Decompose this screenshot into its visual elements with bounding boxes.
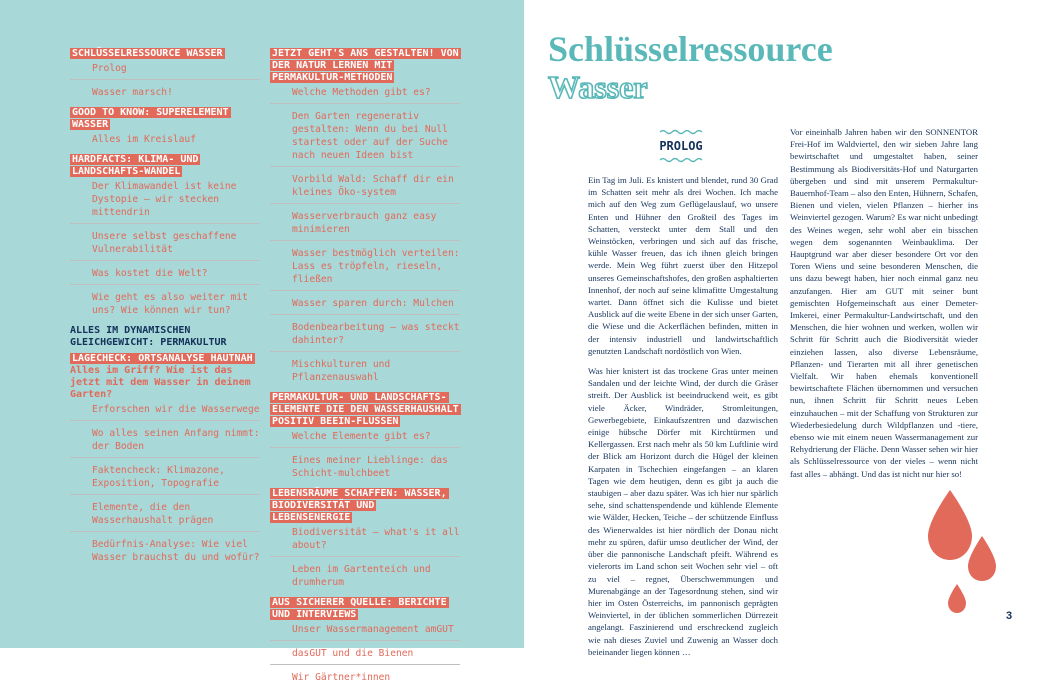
prolog-heading	[646, 128, 716, 164]
toc-entry[interactable]: Mischkulturen und Pflanzenauswahl	[292, 359, 391, 383]
toc-entry[interactable]: Wasser marsch!	[92, 87, 173, 98]
toc-section	[270, 597, 460, 688]
toc-entry[interactable]: Alles im Kreislauf	[92, 134, 196, 145]
toc-column-left	[70, 44, 260, 572]
toc-section-title-text: PERMAKULTUR- UND LANDSCHAFTS-ELEMENTE DIE DEN WASSERHAUSHALT POSITIV BEEIN-FLUSSEN	[272, 392, 459, 427]
wave-ornament-top-icon	[646, 128, 716, 136]
toc-section-title-text: LAGECHECK: ORTSANALYSE HAUTNAH	[72, 353, 253, 364]
toc-entry[interactable]: Wie geht es also weiter mit uns? Wie können wir tun?	[92, 292, 248, 316]
toc-entry[interactable]: Biodiversität – what's it all about?	[270, 524, 460, 557]
toc-section	[70, 154, 260, 321]
toc-entry[interactable]: Welche Elemente gibt es?	[270, 428, 460, 448]
section-label: PROLOG	[659, 139, 703, 153]
body-paragraph: Vor eineinhalb Jahren haben wir den SONNENTOR Frei-Hof im Waldviertel, den wir sieben Jahre lang bewirtschaftet und umgestaltet haben, seiner Bestimmung als Biodiversitäts-Hof und Naturgarten übergeben und sind mit unserem Permakultur-Bauernhof-Team – also den Enten, Hühnern, Schafen, Bienen und vielen, vielen Pflanzen – hierher ins Weinviertel gezogen. Warum? Es war nicht unbedingt des Weines wegen, sehr wohl aber ein bisschen wegen dem sogenannten Weinbauklima. Der Hauptgrund war aber dieser besondere Ort vor den Toren Wiens und seine besonderen Menschen, die uns dazu bewegt haben, hier noch einmal ganz neu anzufangen. Hier am GUT mit seiner bunt gemischten Hofgemeinschaft aus einer Demeter-Imkerei, einer Permakultur-Landwirtschaft, und den Menschen, die hier wohnen und werken, wollen wir Schritt für Schritt auch die Biodiversität wieder einziehen lassen, also diverse Lebensräume, Pflanzen- und Tierarten mit all ihrer genetischen Vielfalt. Wir haben ehemals konventionell bewirtschaftete Flächen übernommen und versuchen nun, ihnen Schritt für Schritt neues Leben einzuhauchen – mit der Schaffung von Strukturen zur Wiederbesiedelung durch Wildpflanzen und -tiere, ebenso wie mit einem neuen Wassermanagement zur Rehydrierung der Fläche. Denn Wasser sehen wir hier als Schlüsselressource von der vieles – wenn nicht fast alles – abhängt. Und das ist nicht nur hier so!	[790, 127, 978, 479]
toc-section	[70, 353, 260, 568]
toc-entry[interactable]: Unsere selbst geschaffene Vulnerabilität	[70, 228, 260, 261]
toc-section-title-text: JETZT GEHT'S ANS GESTALTEN! VON DER NATUR LERNEN MIT PERMAKULTUR-METHODEN	[272, 48, 459, 83]
toc-section	[270, 488, 460, 593]
body-column-right	[790, 126, 978, 480]
toc-entry[interactable]: Wo alles seinen Anfang nimmt: der Boden	[70, 425, 260, 458]
chapter-title-line1: Schlüsselressource	[548, 29, 833, 69]
toc-section	[270, 392, 460, 484]
toc-section-title	[270, 392, 460, 428]
toc-section-title	[270, 597, 460, 621]
toc-entry[interactable]: Leben im Gartenteich und drumherum	[292, 564, 431, 588]
toc-section-title-text: HARDFACTS: KLIMA- UND LANDSCHAFTS-WANDEL	[72, 154, 199, 177]
toc-entry[interactable]: Faktencheck: Klimazone, Exposition, Topografie	[70, 462, 260, 495]
toc-entry[interactable]: Eines meiner Lieblinge: das Schicht-mulchbeet	[292, 455, 448, 479]
toc-section-title	[70, 353, 260, 365]
toc-entry[interactable]: Den Garten regenerativ gestalten: Wenn du bei Null startest oder auf der Suche nach neuen Ideen bist	[270, 108, 460, 167]
body-paragraph: Was hier knistert ist das trockene Gras unter meinen Sandalen und der leichte Wind, der durch die Gräser streift. Der Ausblick ist beeindruckend weit, es gibt viele Äcker, Windräder, Stromleitungen, Gewerbegebiete, Einkaufszentren und dazwischen einige hübsche Dörfer mit Kirchtürmen und Kellergassen. Erst nach mehr als 50 km Luftlinie wird der Blick am Horizont durch die Hügel der kleinen Karpaten in Tschechien eingefangen – an klaren Tagen wie dem heutigen, denn es gibt ja auch die staubigen – aber dazu später. Was ich hier nur spärlich sehe, sind schattenspendende und kühlende Elemente wie Wälder, Hecken, Teiche – der schützende Einfluss des Wienerwaldes ist hier nördlich der Donau nicht mehr zu spüren, dafür umso deutlicher der Wind, der über die pannonische Landschaft pfeift. Während es vielerorts im Land schon seit Wochen sehr viel – oft zu viel – regnet, Überschwemmungen und Murenabgänge an der Tagesordnung stehen, sind wir hier im Osten Österreichs, im pannonisch geprägten Weinviertel, in der üblichen sommerlichen Dürrezeit angelangt. Faszinierend und erschreckend zugleich wie nah dieses Zuviel und Zuwenig an Wasser doch beieinander liegen können …	[588, 366, 778, 657]
toc-section-title	[70, 48, 260, 60]
toc-entry[interactable]: Welche Methoden gibt es?	[270, 84, 460, 104]
toc-section-title-text: AUS SICHERER QUELLE: BERICHTE UND INTERVIEWS	[272, 597, 447, 620]
toc-section-title-text: SCHLÜSSELRESSOURCE WASSER	[72, 48, 223, 59]
toc-entry[interactable]: Wir Gärtner*innen	[292, 672, 391, 683]
body-paragraph: Ein Tag im Juli. Es knistert und blendet, rund 30 Grad im Schatten seit mehr als drei Wochen. Ich mache mich auf den Weg zum Geflügelauslauf, wo unsere Enten und Hühner den Großteil des Tages im Schatten, versteckt unter dem Stall und den Weinstöcken, verbringen und sich auf das frische, kühle Wasser freuen, das ich ihnen gleich bringen werde. Mein Weg führt zuerst über den Hitzepol unseres Gemeinschaftshofes, den großen asphaltierten Innenhof, der noch auf seine klimafitte Umgestaltung wartet. Dann öffnet sich die Kulisse und bietet Ausblick auf die weite Ebene in der sich unser Garten, die Wiese und die Ackerflächen befinden, mitten in der intensiv industriell und landwirtschaftlich genutzten Landschaft nordöstlich von Wien.	[588, 175, 778, 356]
wave-ornament-bottom-icon	[646, 156, 716, 164]
toc-entry[interactable]: Wasser bestmöglich verteilen: Lass es tröpfeln, rieseln, fließen	[270, 245, 460, 291]
toc-section-title-text: ALLES IM DYNAMISCHEN GLEICHGEWICHT: PERMAKULTUR	[70, 325, 227, 348]
toc-section-subtitle: Alles im Griff? Wie ist das jetzt mit dem Wasser in deinem Garten?	[70, 365, 251, 400]
toc-section	[70, 107, 260, 150]
page-number: 3	[1006, 610, 1013, 622]
left-page	[0, 0, 524, 683]
toc-section-title	[70, 154, 260, 178]
toc-entry[interactable]: Vorbild Wald: Schaff dir ein kleines Öko-system	[270, 171, 460, 204]
toc-section	[70, 48, 260, 103]
toc-entry[interactable]: Wasser sparen durch: Mulchen	[270, 295, 460, 315]
toc-entry[interactable]: Unser Wassermanagement amGUT	[270, 621, 460, 641]
body-column-left	[588, 174, 778, 658]
toc-entry[interactable]: Der Klimawandel ist keine Dystopie – wir stecken mittendrin	[70, 178, 260, 224]
toc-section	[70, 325, 260, 349]
chapter-title-line2: Wasser	[548, 69, 648, 105]
toc-entry[interactable]: Was kostet die Welt?	[70, 265, 260, 285]
toc-section-title	[70, 107, 260, 131]
toc-section	[270, 48, 460, 388]
toc-section-title	[270, 488, 460, 524]
toc-entry[interactable]: Bodenbearbeitung – was steckt dahinter?	[270, 319, 460, 352]
toc-section-title-text: GOOD TO KNOW: SUPERELEMENT WASSER	[72, 107, 229, 130]
toc-entry[interactable]: dasGUT und die Bienen	[270, 645, 460, 665]
toc-entry[interactable]: Wasserverbrauch ganz easy minimieren	[270, 208, 460, 241]
toc-section-title	[270, 48, 460, 84]
toc-entry[interactable]: Prolog	[70, 60, 260, 80]
toc-section-title-text: LEBENSRÄUME SCHAFFEN: WASSER, BIODIVERSITÄT UND LEBENSENERGIE	[272, 488, 447, 523]
water-drops-icon	[920, 480, 1013, 622]
toc-section-title	[70, 325, 260, 349]
toc-entry[interactable]: Elemente, die den Wasserhaushalt prägen	[70, 499, 260, 532]
toc-entry[interactable]: Bedürfnis-Analyse: Wie viel Wasser brauchst du und wofür?	[92, 539, 260, 563]
toc-entry[interactable]: Erforschen wir die Wasserwege	[70, 401, 260, 421]
toc-column-right	[270, 44, 460, 692]
